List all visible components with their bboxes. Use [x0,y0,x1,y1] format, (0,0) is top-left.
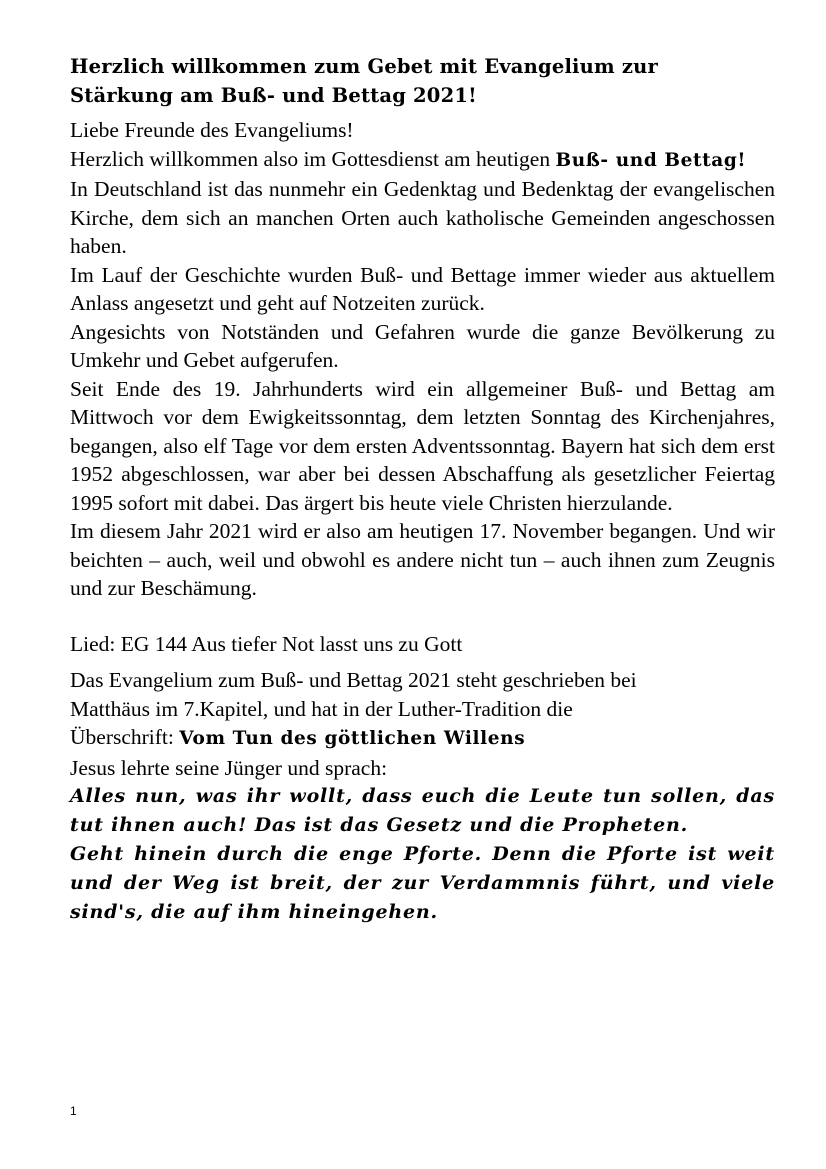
paragraph-2: Im Lauf der Geschichte wurden Buß- und Bettage immer wieder aus aktuellem Anlass angesetzt und geht auf Notzeiten zurück. [70,262,775,315]
welcome-bold: Buß- und Bettag! [555,149,747,171]
paragraph-4: Seit Ende des 19. Jahrhunderts wird ein allgemeiner Buß- und Bettag am Mittwoch vor dem Ewigkeitssonntag, dem letzten Sonntag des Kirchenjahres, begangen, also elf Tage vor dem ersten Adventssonntag. Bayern hat sich dem erst 1952 abgeschlossen, war aber bei dessen Abschaffung als gesetzlicher Feiertag 1995 sofort mit dabei. Das ärgert bis heute viele Christen hierzulande. [70,376,775,515]
paragraph-1: In Deutschland ist das nunmehr ein Gedenktag und Bedenktag der evangelischen Kirche, dem sich an manchen Orten auch katholische Gemeinden angeschossen haben. [70,177,775,258]
welcome-paragraph [70,145,775,176]
gospel-heading-label: Überschrift: [70,725,174,749]
song-line: Lied: EG 144 Aus tiefer Not lasst uns zu Gott [70,631,463,656]
greeting: Liebe Freunde des Evangeliums! [70,118,354,142]
gospel-line-2: Matthäus im 7.Kapitel, und hat in der Luther-Tradition die [70,696,573,721]
scripture-verse-1: Alles nun, was ihr wollt, dass euch die Leute tun sollen, das tut ihnen auch! Das ist das Gesetz und die Propheten. [70,785,775,836]
paragraph-5: Im diesem Jahr 2021 wird er also am heutigen 17. November begangen. Und wir beichten – auch, weil und obwohl es andere nicht tun – auch ihnen zum Zeugnis und zur Beschämung. [70,519,775,600]
paragraph-3: Angesichts von Notständen und Gefahren wurde die ganze Bevölkerung zu Umkehr und Gebet aufgerufen. [70,319,775,372]
scripture-verse-2: Geht hinein durch die enge Pforte. Denn die Pforte ist weit und der Weg ist breit, der zur Verdammnis führt, und viele sind's, die auf ihm hineingehen. [70,843,775,923]
heading-line-2: Stärkung am Buß- und Bettag 2021! [70,84,477,107]
gospel-heading-line [70,723,775,754]
welcome-text: Herzlich willkommen also im Gottesdienst am heutigen [70,146,551,171]
spacer [70,603,775,630]
spacer [70,658,775,666]
page-number: 1 [70,1104,77,1118]
gospel-line-1: Das Evangelium zum Buß- und Bettag 2021 steht geschrieben bei [70,668,637,692]
document-heading [70,52,775,110]
heading-line-1: Herzlich willkommen zum Gebet mit Evangelium zur [70,55,658,78]
gospel-heading-title: Vom Tun des göttlichen Willens [179,728,526,749]
gospel-intro: Jesus lehrte seine Jünger und sprach: [70,755,388,780]
document-page [70,52,775,927]
